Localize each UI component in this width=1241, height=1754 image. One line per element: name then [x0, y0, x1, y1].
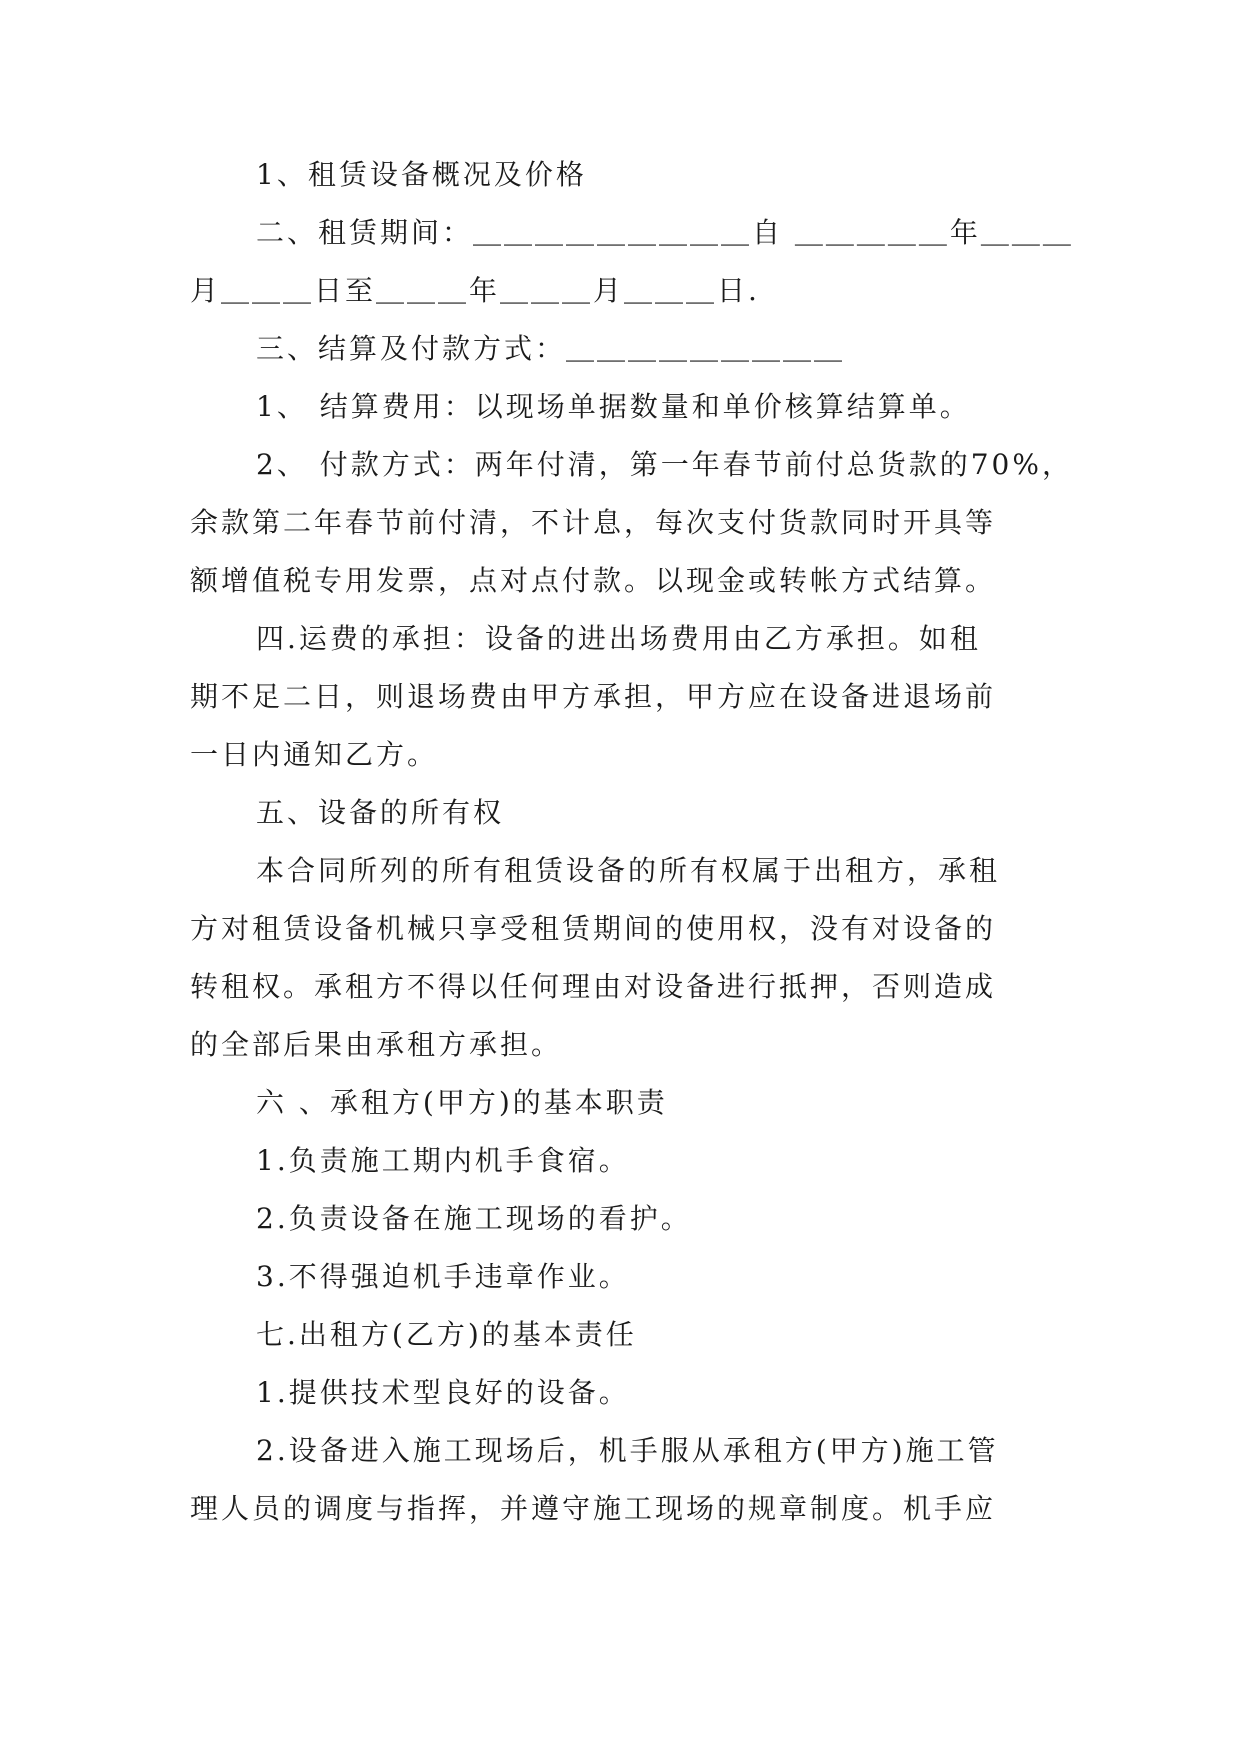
section-line-8: 额增值税专用发票，点对点付款。以现金或转帐方式结算。 [190, 564, 997, 597]
section-line-20: 3.不得强迫机手违章作业。 [256, 1260, 630, 1293]
section-line-5: 1、 结算费用：以现场单据数量和单价核算结算单。 [256, 390, 971, 423]
section-line-9: 四.运费的承担：设备的进出场费用由乙方承担。如租 [256, 622, 981, 655]
section-line-13: 本合同所列的所有租赁设备的所有权属于出租方，承租 [256, 854, 1001, 887]
section-line-18: 1.负责施工期内机手食宿。 [256, 1144, 630, 1177]
section-line-7: 余款第二年春节前付清，不计息，每次支付货款同时开具等 [190, 506, 997, 539]
section-line-11: 一日内通知乙方。 [190, 738, 439, 771]
section-line-1: 1、租赁设备概况及价格 [256, 158, 587, 191]
section-line-15: 转租权。承租方不得以任何理由对设备进行抵押，否则造成 [190, 970, 997, 1003]
section-line-12: 五、设备的所有权 [256, 796, 505, 829]
document-body [190, 158, 1074, 1552]
section-line-23: 2.设备进入施工现场后，机手服从承租方(甲方)施工管 [256, 1434, 999, 1467]
section-line-22: 1.提供技术型良好的设备。 [256, 1376, 630, 1409]
section-line-6: 2、 付款方式：两年付清，第一年春节前付总货款的70%， [256, 448, 1073, 481]
section-line-24: 理人员的调度与指挥，并遵守施工现场的规章制度。机手应 [190, 1492, 997, 1525]
section-line-14: 方对租赁设备机械只享受租赁期间的使用权，没有对设备的 [190, 912, 997, 945]
section-line-21: 七.出租方(乙方)的基本责任 [256, 1318, 637, 1351]
section-line-17: 六 、承租方(甲方)的基本职责 [256, 1086, 668, 1119]
section-line-2: 二、租赁期间：＿＿＿＿＿＿＿＿＿自 ＿＿＿＿＿年＿＿＿ [256, 216, 1074, 249]
section-line-19: 2.负责设备在施工现场的看护。 [256, 1202, 692, 1235]
section-line-16: 的全部后果由承租方承担。 [190, 1028, 563, 1061]
section-line-10: 期不足二日，则退场费由甲方承担，甲方应在设备进退场前 [190, 680, 997, 713]
section-line-3: 月＿＿＿日至＿＿＿年＿＿＿月＿＿＿日. [190, 274, 760, 307]
section-line-4: 三、结算及付款方式：＿＿＿＿＿＿＿＿＿ [256, 332, 846, 365]
